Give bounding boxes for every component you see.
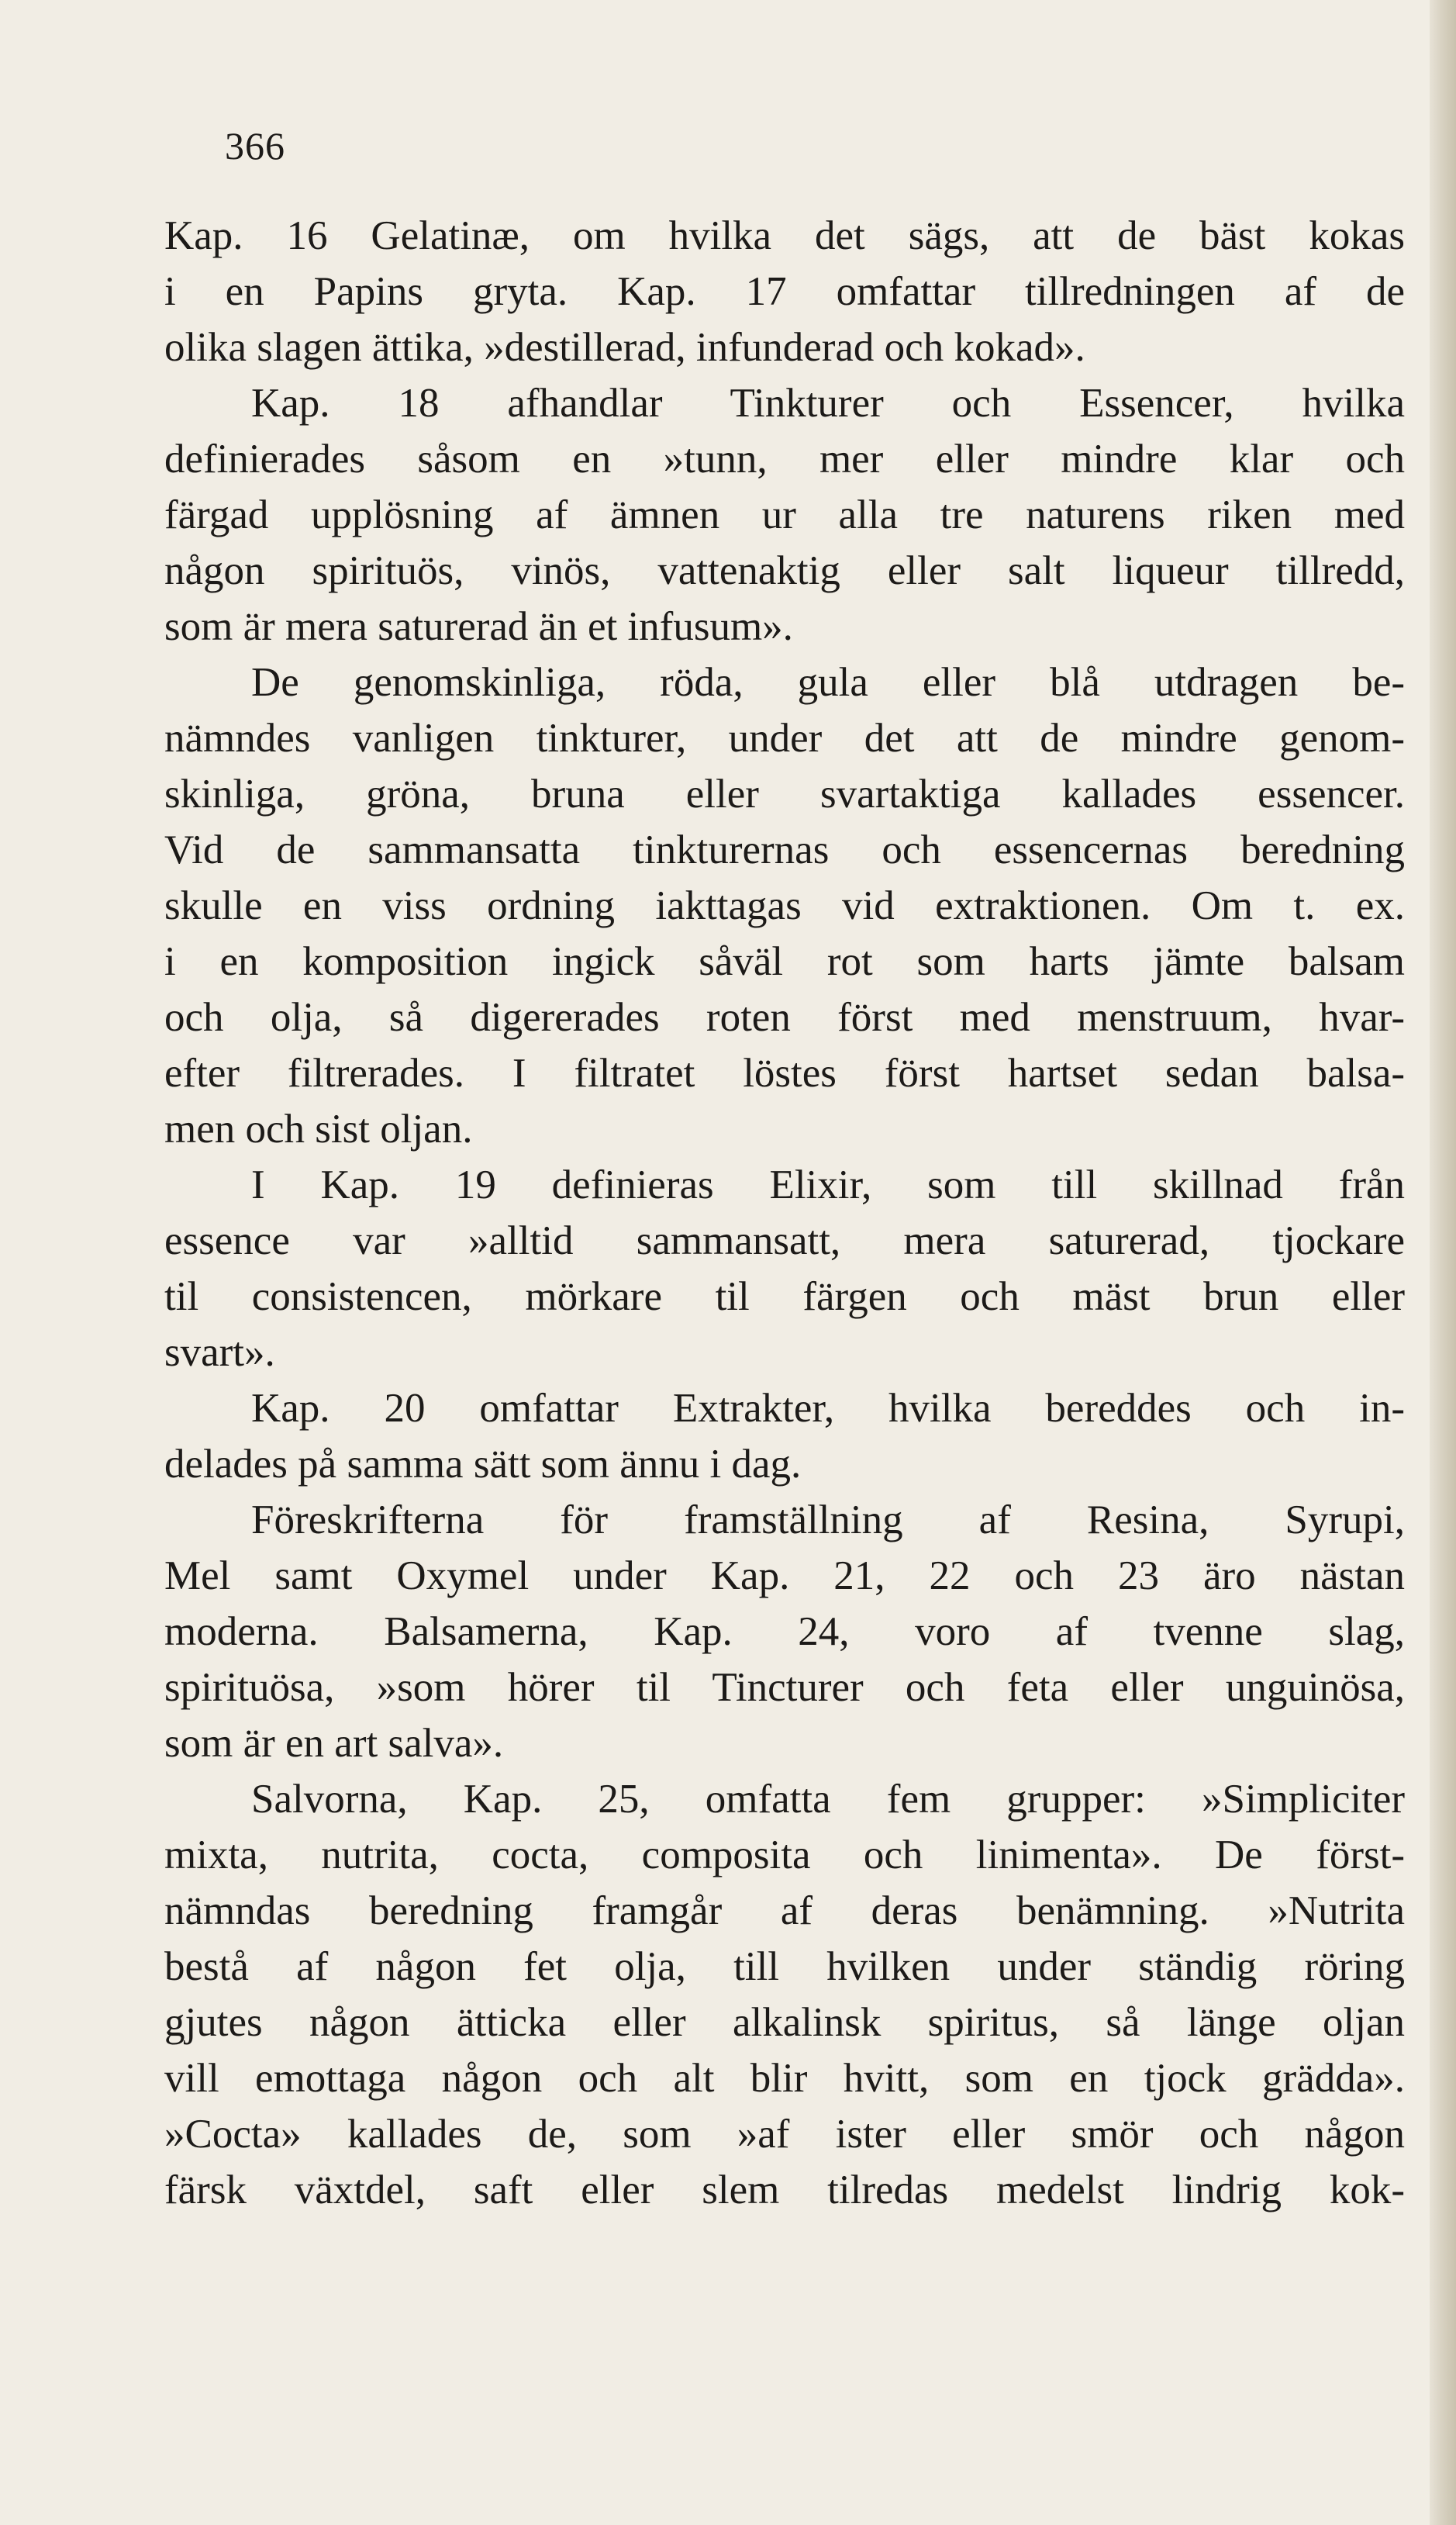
text-line: Mel samt Oxymel under Kap. 21, 22 och 23 äro nästan [164, 1553, 1405, 1598]
text-line: definierades såsom en »tunn, mer eller mindre klar och [164, 437, 1405, 482]
text-line: som är en art salva». [164, 1721, 504, 1766]
text-line: men och sist oljan. [164, 1107, 473, 1152]
text-line: delades på samma sätt som ännu i dag. [164, 1442, 802, 1487]
text-line: Salvorna, Kap. 25, omfatta fem grupper: »Simpliciter [251, 1777, 1405, 1822]
text-line: gjutes någon ätticka eller alkalinsk spiritus, så länge oljan [164, 2000, 1405, 2045]
text-line: och olja, så digererades roten först med menstruum, hvar- [164, 995, 1405, 1040]
text-line: I Kap. 19 definieras Elixir, som till skillnad från [251, 1162, 1405, 1207]
text-line: essence var »alltid sammansatt, mera saturerad, tjockare [164, 1218, 1405, 1263]
page-edge-shadow [1430, 0, 1456, 2525]
text-line: svart». [164, 1330, 275, 1375]
text-line: Kap. 16 Gelatinæ, om hvilka det sägs, att de bäst kokas [164, 213, 1405, 258]
text-line: Föreskrifterna för framställning af Resina, Syrupi, [251, 1497, 1405, 1542]
text-line: De genomskinliga, röda, gula eller blå utdragen be- [251, 660, 1405, 705]
text-line: Kap. 18 afhandlar Tinkturer och Essencer, hvilka [251, 381, 1405, 426]
text-line: bestå af någon fet olja, till hvilken under ständig röring [164, 1944, 1405, 1989]
text-line: mixta, nutrita, cocta, composita och linimenta». De först- [164, 1832, 1405, 1877]
text-line: spirituösa, »som hörer til Tincturer och feta eller unguinösa, [164, 1665, 1405, 1710]
body-text [164, 208, 1405, 2218]
text-line: efter filtrerades. I filtratet löstes först hartset sedan balsa- [164, 1051, 1405, 1096]
text-line: som är mera saturerad än et infusum». [164, 604, 793, 649]
text-line: olika slagen ättika, »destillerad, infunderad och kokad». [164, 325, 1085, 370]
text-line: nämndas beredning framgår af deras benämning. »Nutrita [164, 1888, 1405, 1933]
text-line: färsk växtdel, saft eller slem tilredas medelst lindrig kok- [164, 2167, 1405, 2212]
text-line: i en Papins gryta. Kap. 17 omfattar tillredningen af de [164, 269, 1405, 314]
text-line: någon spirituös, vinös, vattenaktig eller salt liqueur tillredd, [164, 548, 1405, 593]
text-line: skinliga, gröna, bruna eller svartaktiga kallades essencer. [164, 772, 1405, 817]
text-line: nämndes vanligen tinkturer, under det att de mindre genom- [164, 716, 1405, 761]
text-line: til consistencen, mörkare til färgen och mäst brun eller [164, 1274, 1405, 1319]
text-line: moderna. Balsamerna, Kap. 24, voro af tvenne slag, [164, 1609, 1405, 1654]
text-line: vill emottaga någon och alt blir hvitt, som en tjock grädda». [164, 2056, 1405, 2101]
text-line: Vid de sammansatta tinkturernas och essencernas beredning [164, 827, 1405, 872]
text-line: färgad upplösning af ämnen ur alla tre naturens riken med [164, 492, 1405, 537]
text-line: i en komposition ingick såväl rot som harts jämte balsam [164, 939, 1405, 984]
text-line: »Cocta» kallades de, som »af ister eller smör och någon [164, 2112, 1405, 2157]
text-line: skulle en viss ordning iakttagas vid extraktionen. Om t. ex. [164, 883, 1405, 928]
text-line: Kap. 20 omfattar Extrakter, hvilka bereddes och in- [251, 1386, 1405, 1431]
page-number: 366 [225, 124, 285, 168]
